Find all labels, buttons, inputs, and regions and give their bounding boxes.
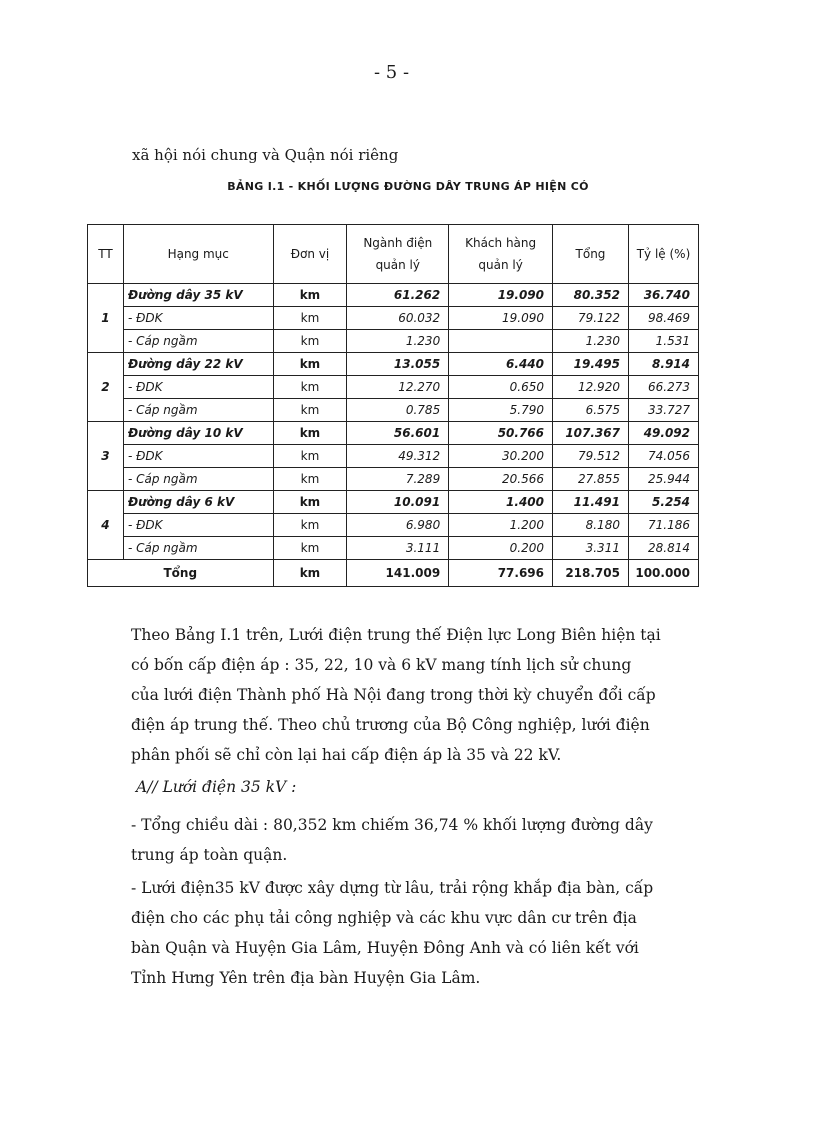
total-total: 218.705: [553, 560, 629, 587]
row-sector: 60.032: [347, 307, 449, 330]
row-item: - ĐDK: [123, 307, 273, 330]
total-label: Tổng: [88, 560, 274, 587]
row-customer: 5.790: [449, 399, 553, 422]
row-customer: 30.200: [449, 445, 553, 468]
table-row: [88, 307, 699, 330]
row-item: - Cáp ngầm: [123, 399, 273, 422]
header-item: Hạng mục: [123, 225, 273, 284]
table-row: [88, 422, 699, 445]
table-row: [88, 376, 699, 399]
row-item: - ĐDK: [123, 514, 273, 537]
row-total: 80.352: [553, 284, 629, 307]
total-unit: km: [273, 560, 347, 587]
row-ratio: 98.469: [628, 307, 698, 330]
table-row: [88, 514, 699, 537]
row-item: - ĐDK: [123, 376, 273, 399]
table-row: [88, 537, 699, 560]
row-ratio: 25.944: [628, 468, 698, 491]
row-customer: 50.766: [449, 422, 553, 445]
row-total: 1.230: [553, 330, 629, 353]
row-total: 19.495: [553, 353, 629, 376]
row-total: 11.491: [553, 491, 629, 514]
row-unit: km: [273, 491, 347, 514]
table-row: [88, 399, 699, 422]
row-customer: 1.200: [449, 514, 553, 537]
row-sector: 3.111: [347, 537, 449, 560]
table-row: [88, 353, 699, 376]
row-item: - Cáp ngầm: [123, 330, 273, 353]
table-caption: BẢNG I.1 - KHỐI LƯỢNG ĐƯỜNG DÂY TRUNG ÁP HIỆN CÓ: [227, 180, 589, 193]
row-item: - Cáp ngầm: [123, 537, 273, 560]
row-unit: km: [273, 307, 347, 330]
row-ratio: 28.814: [628, 537, 698, 560]
row-ratio: 66.273: [628, 376, 698, 399]
row-customer: 1.400: [449, 491, 553, 514]
row-item: Đường dây 35 kV: [123, 284, 273, 307]
row-ratio: 33.727: [628, 399, 698, 422]
row-unit: km: [273, 376, 347, 399]
row-unit: km: [273, 514, 347, 537]
row-total: 79.122: [553, 307, 629, 330]
row-item: - ĐDK: [123, 445, 273, 468]
table-row: [88, 284, 699, 307]
header-customer: Khách hàng quản lý: [449, 225, 553, 284]
row-sector: 49.312: [347, 445, 449, 468]
row-ratio: 71.186: [628, 514, 698, 537]
row-ratio: 1.531: [628, 330, 698, 353]
row-item: Đường dây 6 kV: [123, 491, 273, 514]
row-unit: km: [273, 422, 347, 445]
row-unit: km: [273, 353, 347, 376]
header-total: Tổng: [553, 225, 629, 284]
row-sector: 0.785: [347, 399, 449, 422]
paragraph-2: - Tổng chiều dài : 80,352 km chiếm 36,74 % khối lượng đường dây trung áp toàn quận.: [131, 816, 653, 864]
row-unit: km: [273, 445, 347, 468]
row-sector: 6.980: [347, 514, 449, 537]
row-unit: km: [273, 284, 347, 307]
row-customer: 0.200: [449, 537, 553, 560]
row-unit: km: [273, 330, 347, 353]
row-customer: 19.090: [449, 307, 553, 330]
row-ratio: 5.254: [628, 491, 698, 514]
table-header-row: [88, 225, 699, 284]
row-sector: 1.230: [347, 330, 449, 353]
row-ratio: 36.740: [628, 284, 698, 307]
paragraph-1-text: Theo Bảng I.1 trên, Lưới điện trung thế Điện lực Long Biên hiện tại có bốn cấp điện áp : 35, 22, 10 và 6 kV mang tính lịch sử chung của lưới điện Thành phố Hà Nội đang trong thời kỳ chuyển đổi cấp điện áp trung thế. Theo chủ trương của Bộ Công nghiệp, lưới điện phân phối sẽ chỉ còn lại hai cấp điện áp là 35 và 22 kV.: [131, 626, 661, 764]
page-number: - 5 -: [374, 62, 410, 83]
row-item: - Cáp ngầm: [123, 468, 273, 491]
row-sector: 7.289: [347, 468, 449, 491]
row-total: 6.575: [553, 399, 629, 422]
row-unit: km: [273, 399, 347, 422]
table-row: [88, 468, 699, 491]
header-ratio: Tỷ lệ (%): [628, 225, 698, 284]
row-total: 27.855: [553, 468, 629, 491]
voltage-lines-table: [87, 224, 699, 587]
total-sector: 141.009: [347, 560, 449, 587]
row-ratio: 8.914: [628, 353, 698, 376]
row-sector: 10.091: [347, 491, 449, 514]
total-ratio: 100.000: [628, 560, 698, 587]
table-total-row: [88, 560, 699, 587]
group-number: 4: [88, 491, 124, 560]
row-customer: 20.566: [449, 468, 553, 491]
header-unit: Đơn vị: [273, 225, 347, 284]
row-customer: 6.440: [449, 353, 553, 376]
row-unit: km: [273, 537, 347, 560]
row-unit: km: [273, 468, 347, 491]
total-customer: 77.696: [449, 560, 553, 587]
table-row: [88, 445, 699, 468]
row-total: 107.367: [553, 422, 629, 445]
row-total: 3.311: [553, 537, 629, 560]
row-sector: 13.055: [347, 353, 449, 376]
table-row: [88, 491, 699, 514]
row-item: Đường dây 22 kV: [123, 353, 273, 376]
row-sector: 61.262: [347, 284, 449, 307]
row-total: 8.180: [553, 514, 629, 537]
row-customer: [449, 330, 553, 353]
row-customer: 0.650: [449, 376, 553, 399]
paragraph-1: [131, 620, 661, 770]
section-heading-35kv: A// Lưới điện 35 kV :: [136, 778, 297, 796]
row-ratio: 49.092: [628, 422, 698, 445]
row-sector: 56.601: [347, 422, 449, 445]
row-ratio: 74.056: [628, 445, 698, 468]
paragraph-3: - Lưới điện35 kV được xây dựng từ lâu, trải rộng khắp địa bàn, cấp điện cho các phụ tải công nghiệp và các khu vực dân cư trên địa bàn Quận và Huyện Gia Lâm, Huyện Đông Anh và có liên kết với Tỉnh Hưng Yên trên địa bàn Huyện Gia Lâm.: [131, 879, 654, 987]
group-number: 3: [88, 422, 124, 491]
lead-text: xã hội nói chung và Quận nói riêng: [132, 146, 399, 164]
table-row: [88, 330, 699, 353]
group-number: 1: [88, 284, 124, 353]
row-total: 12.920: [553, 376, 629, 399]
header-sector: Ngành điện quản lý: [347, 225, 449, 284]
row-item: Đường dây 10 kV: [123, 422, 273, 445]
row-total: 79.512: [553, 445, 629, 468]
row-customer: 19.090: [449, 284, 553, 307]
row-sector: 12.270: [347, 376, 449, 399]
group-number: 2: [88, 353, 124, 422]
header-tt: TT: [88, 225, 124, 284]
